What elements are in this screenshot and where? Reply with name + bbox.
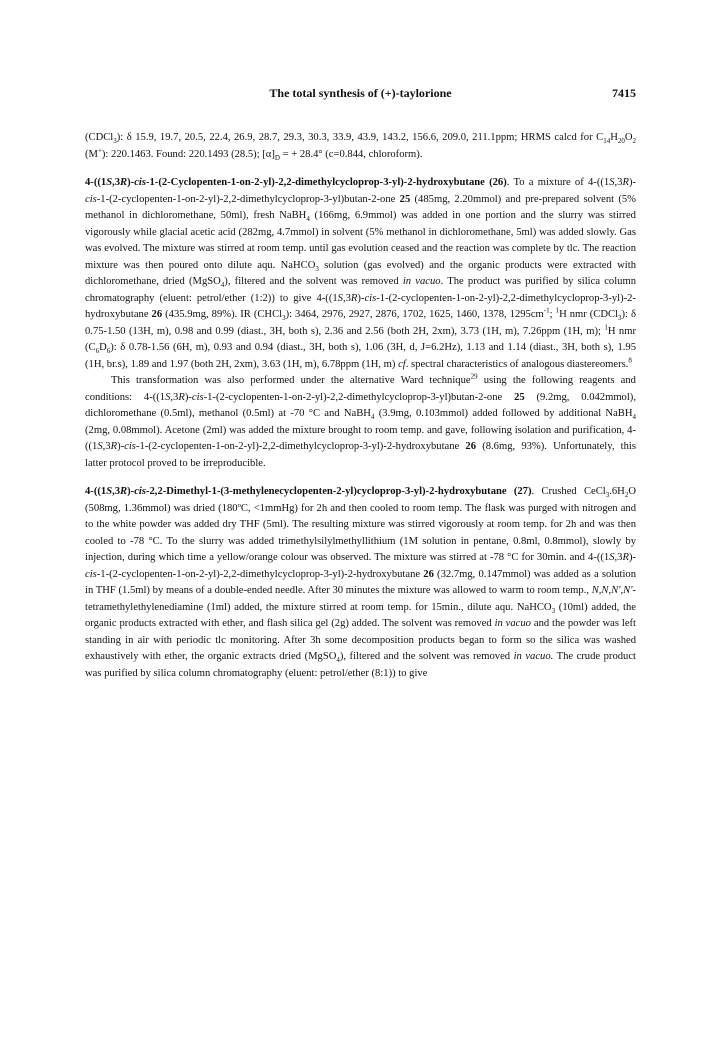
compound-heading-27: 4-((1S,3R)-cis-2,2-Dimethyl-1-(3-methylenecyclopenten-2-yl)cycloprop-3-yl)-2-hydroxybutane (27): [85, 486, 532, 497]
paragraph-compound-27: 4-((1S,3R)-cis-2,2-Dimethyl-1-(3-methylenecyclopenten-2-yl)cycloprop-3-yl)-2-hydroxybutane (27). Crushed $CeCl_3.6H_2O$ (508mg, 1.36mmol) was dried (180ºC, <1mmHg) for 2h and then cooled to room temp. The flask was purged with nitrogen and to the white powder was added dry THF (5ml). The resulting mixture was stirred vigorously at room temp. for 2h and was then cooled to -78 °C. To the slurry was added trimethylsilylmethyllithium (1M solution in pentane, 0.8ml, 0.8mmol), slowly by injection, during which time a yellow/orange colour was observed. The mixture was stirred at -78 °C for 30min. and 4-((1S,3R)-cis-1-(2-cyclopenten-1-on-2-yl)-2,2-dimethylcycloprop-3-yl)-2-hydroxybutane 26 (32.7mg, 0.147mmol) was added as a solution in THF (1.5ml) by means of a double-ended needle. After 30 minutes the mixture was allowed to warm to room temp., N,N,N',N'-tetramethylethylenediamine (1ml) added, the mixture stirred at room temp. for 15min., dilute aqu. NaHCO$_3$ (10ml) added, the organic products extracted with ether, and flash silica gel (2g) added. The solvent was removed in vacuo and the powder was left standing in air with periodic tlc monitoring. After 3h some decomposition products began to form so the silica was washed exhaustively with ether, the organic extracts dried (MgSO$_4$), filtered and the solvent was removed in vacuo. The crude product was purified by silica column chromatography (eluent: petrol/ether (8:1)) to give: [85, 486, 637, 679]
paragraph-compound-26: 4-((1S,3R)-cis-1-(2-Cyclopenten-1-on-2-yl)-2,2-dimethylcycloprop-3-yl)-2-hydroxybutane (26). To a mixture of 4-((1S,3R)-cis-1-(2-cyclopenten-1-on-2-yl)-2,2-dimethylcycloprop-3-yl)butan-2-one 25 (485mg, 2.20mmol) and pre-prepared solvent (5% methanol in dichloromethane, 50ml), fresh NaBH$_4$ (166mg, 6.9mmol) was added in one portion and the slurry was stirred vigorously while glacial acetic acid (282mg, 4.7mmol) in solvent (5% methanol in dichloromethane, 5ml) was added slowly. Gas was evolved. The mixture was stirred at room temp. until gas evolution ceased and the reaction was complete by tlc. The reaction mixture was then poured onto dilute aqu. NaHCO$_3$ solution (gas evolved) and the organic products were extracted with dichloromethane, dried (MgSO$_4$), filtered and the solvent was removed in vacuo. The product was purified by silica column chromatography (eluent: petrol/ether (1:2)) to give 4-((1S,3R)-cis-1-(2-cyclopenten-1-on-2-yl)-2,2-dimethylcycloprop-3-yl)-2-hydroxybutane 26 (435.9mg, 89%). IR (CHCl$_3$): 3464, 2976, 2927, 2876, 1702, 1625, 1460, 1378, $1295cm^{-1}$; $^1$H nmr (CDCl$_3$): δ 0.75-1.50 (13H, m), 0.98 and 0.99 (diast., 3H, both s), 2.36 and 2.56 (both 2H, 2xm), 3.73 (1H, m), 7.26ppm (1H, m); $^1$H nmr $(C_6D_6)$: δ 0.78-1.56 (6H, m), 0.93 and 0.94 (diast., 3H, both s), 1.06 (3H, d, J=6.2Hz), 1.13 and 1.14 (diast., 3H, both s), 1.95 (1H, br.s), 1.89 and 1.97 (both 2H, 2xm), 3.63 (1H, m), 6.78ppm (1H, m) cf. spectral characteristics of analogous diastereomers.$^8$: [85, 177, 637, 370]
running-title: The total synthesis of (+)-taylorione: [269, 86, 452, 100]
running-header: [85, 86, 636, 106]
compound-heading-26: 4-((1S,3R)-cis-1-(2-Cyclopenten-1-on-2-yl)-2,2-dimethylcycloprop-3-yl)-2-hydroxybutane (26): [85, 177, 507, 188]
page-number: 7415: [612, 86, 636, 100]
article-body: [85, 130, 636, 682]
paragraph-continuation: (CDCl$_3$): δ 15.9, 19.7, 20.5, 22.4, 26.9, 28.7, 29.3, 30.3, 33.9, 43.9, 143.2, 156.6, 209.0, 211.1ppm; HRMS calcd for $C_{14}H_{20}O_2$ (M+): 220.1463. Found: 220.1493 (28.5); $[\alpha]_D$ = + 28.4° (c=0.844, chloroform).: [85, 132, 636, 162]
paragraph-ward-technique: This transformation was also performed under the alternative Ward technique$^{29}$ using the following reagents and conditions: 4-((1S,3R)-cis-1-(2-cyclopenten-1-on-2-yl)-2,2-dimethylcycloprop-3-yl)butan-2-one 25 (9.2mg, 0.042mmol), dichloromethane (0.5ml), methanol (0.5ml) at -70 °C and NaBH$_4$ (3.9mg, 0.103mmol) added followed by additional NaBH$_4$ (2mg, 0.08mmol). Acetone (2ml) was added the mixture brought to room temp. and gave, following isolation and purification, 4-((1S,3R)-cis-1-(2-cyclopenten-1-on-2-yl)-2,2-dimethylcycloprop-3-yl)-2-hydroxybutane 26 (8.6mg, 93%). Unfortunately, this latter protocol proved to be irreproducible.: [85, 372, 637, 469]
